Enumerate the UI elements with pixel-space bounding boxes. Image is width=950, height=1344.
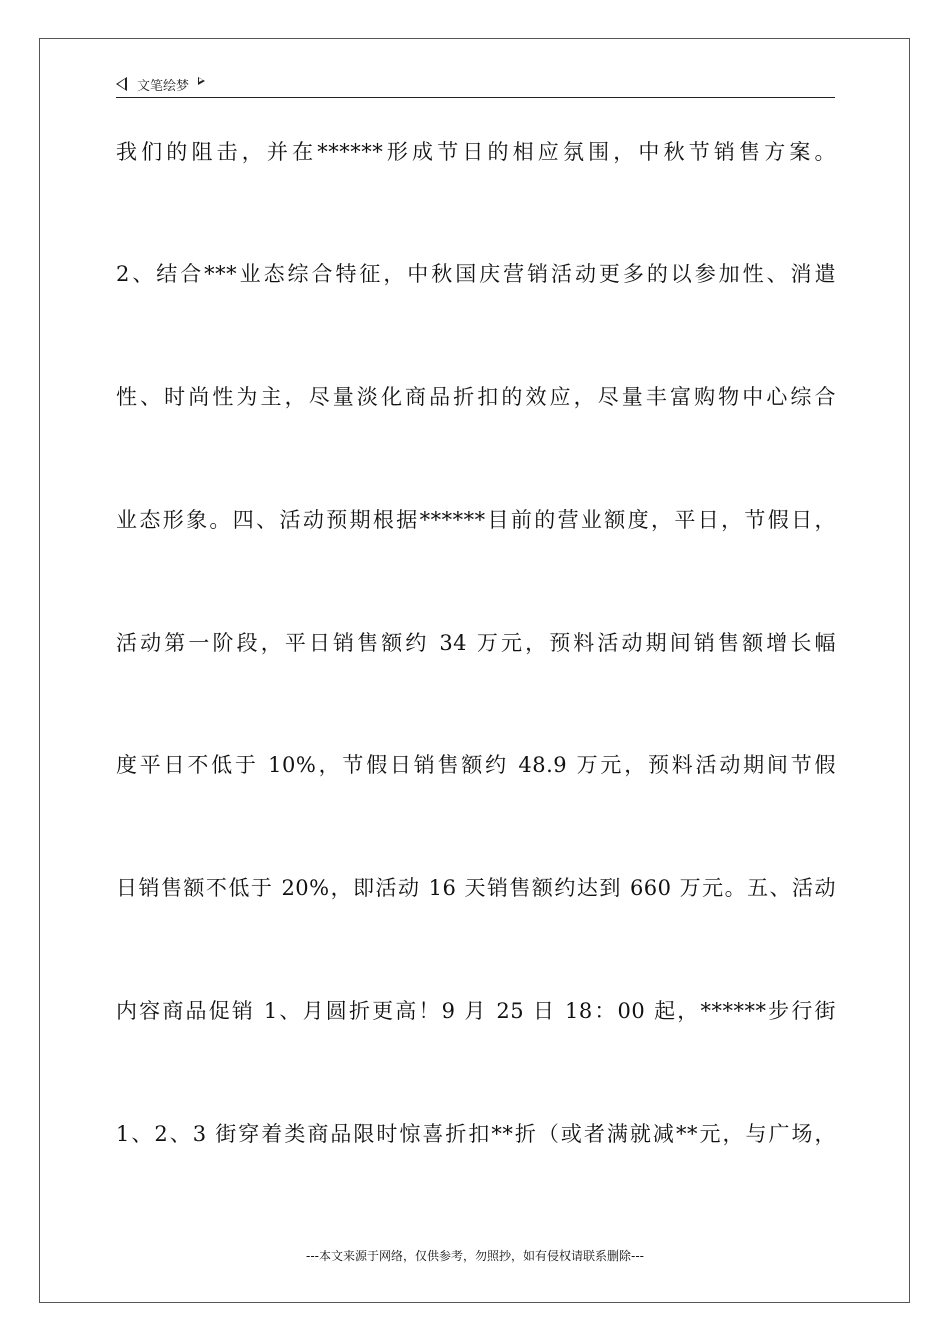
page-header — [116, 72, 835, 96]
body-line: 内容商品促销 1、月圆折更高！9 月 25 日 18：00 起，******步行街 — [116, 999, 836, 1023]
header-title: 文笔绘梦 — [137, 78, 190, 94]
page-border — [39, 38, 910, 1303]
triangle-right-icon — [198, 77, 205, 85]
body-line: 1、2、3 街穿着类商品限时惊喜折扣**折（或者满就减**元，与广场， — [116, 1122, 836, 1146]
footer-notice: ---本文来源于网络，仅供参考，勿照抄，如有侵权请联系删除--- — [306, 1249, 644, 1263]
body-line: 业态形象。四、活动预期根据******目前的营业额度，平日，节假日， — [116, 508, 836, 532]
header-divider — [116, 97, 835, 98]
body-line: 我们的阻击，并在******形成节日的相应氛围，中秋节销售方案。 — [116, 140, 836, 164]
body-line: 日销售额不低于 20%，即活动 16 天销售额约达到 660 万元。五、活动 — [116, 876, 836, 900]
body-line: 2、结合***业态综合特征，中秋国庆营销活动更多的以参加性、消遣 — [116, 262, 836, 286]
body-line: 度平日不低于 10%，节假日销售额约 48.9 万元，预料活动期间节假 — [116, 753, 836, 777]
body-line: 性、时尚性为主，尽量淡化商品折扣的效应，尽量丰富购物中心综合 — [116, 385, 836, 409]
triangle-left-icon — [116, 77, 127, 91]
body-line: 活动第一阶段，平日销售额约 34 万元，预料活动期间销售额增长幅 — [116, 631, 836, 655]
